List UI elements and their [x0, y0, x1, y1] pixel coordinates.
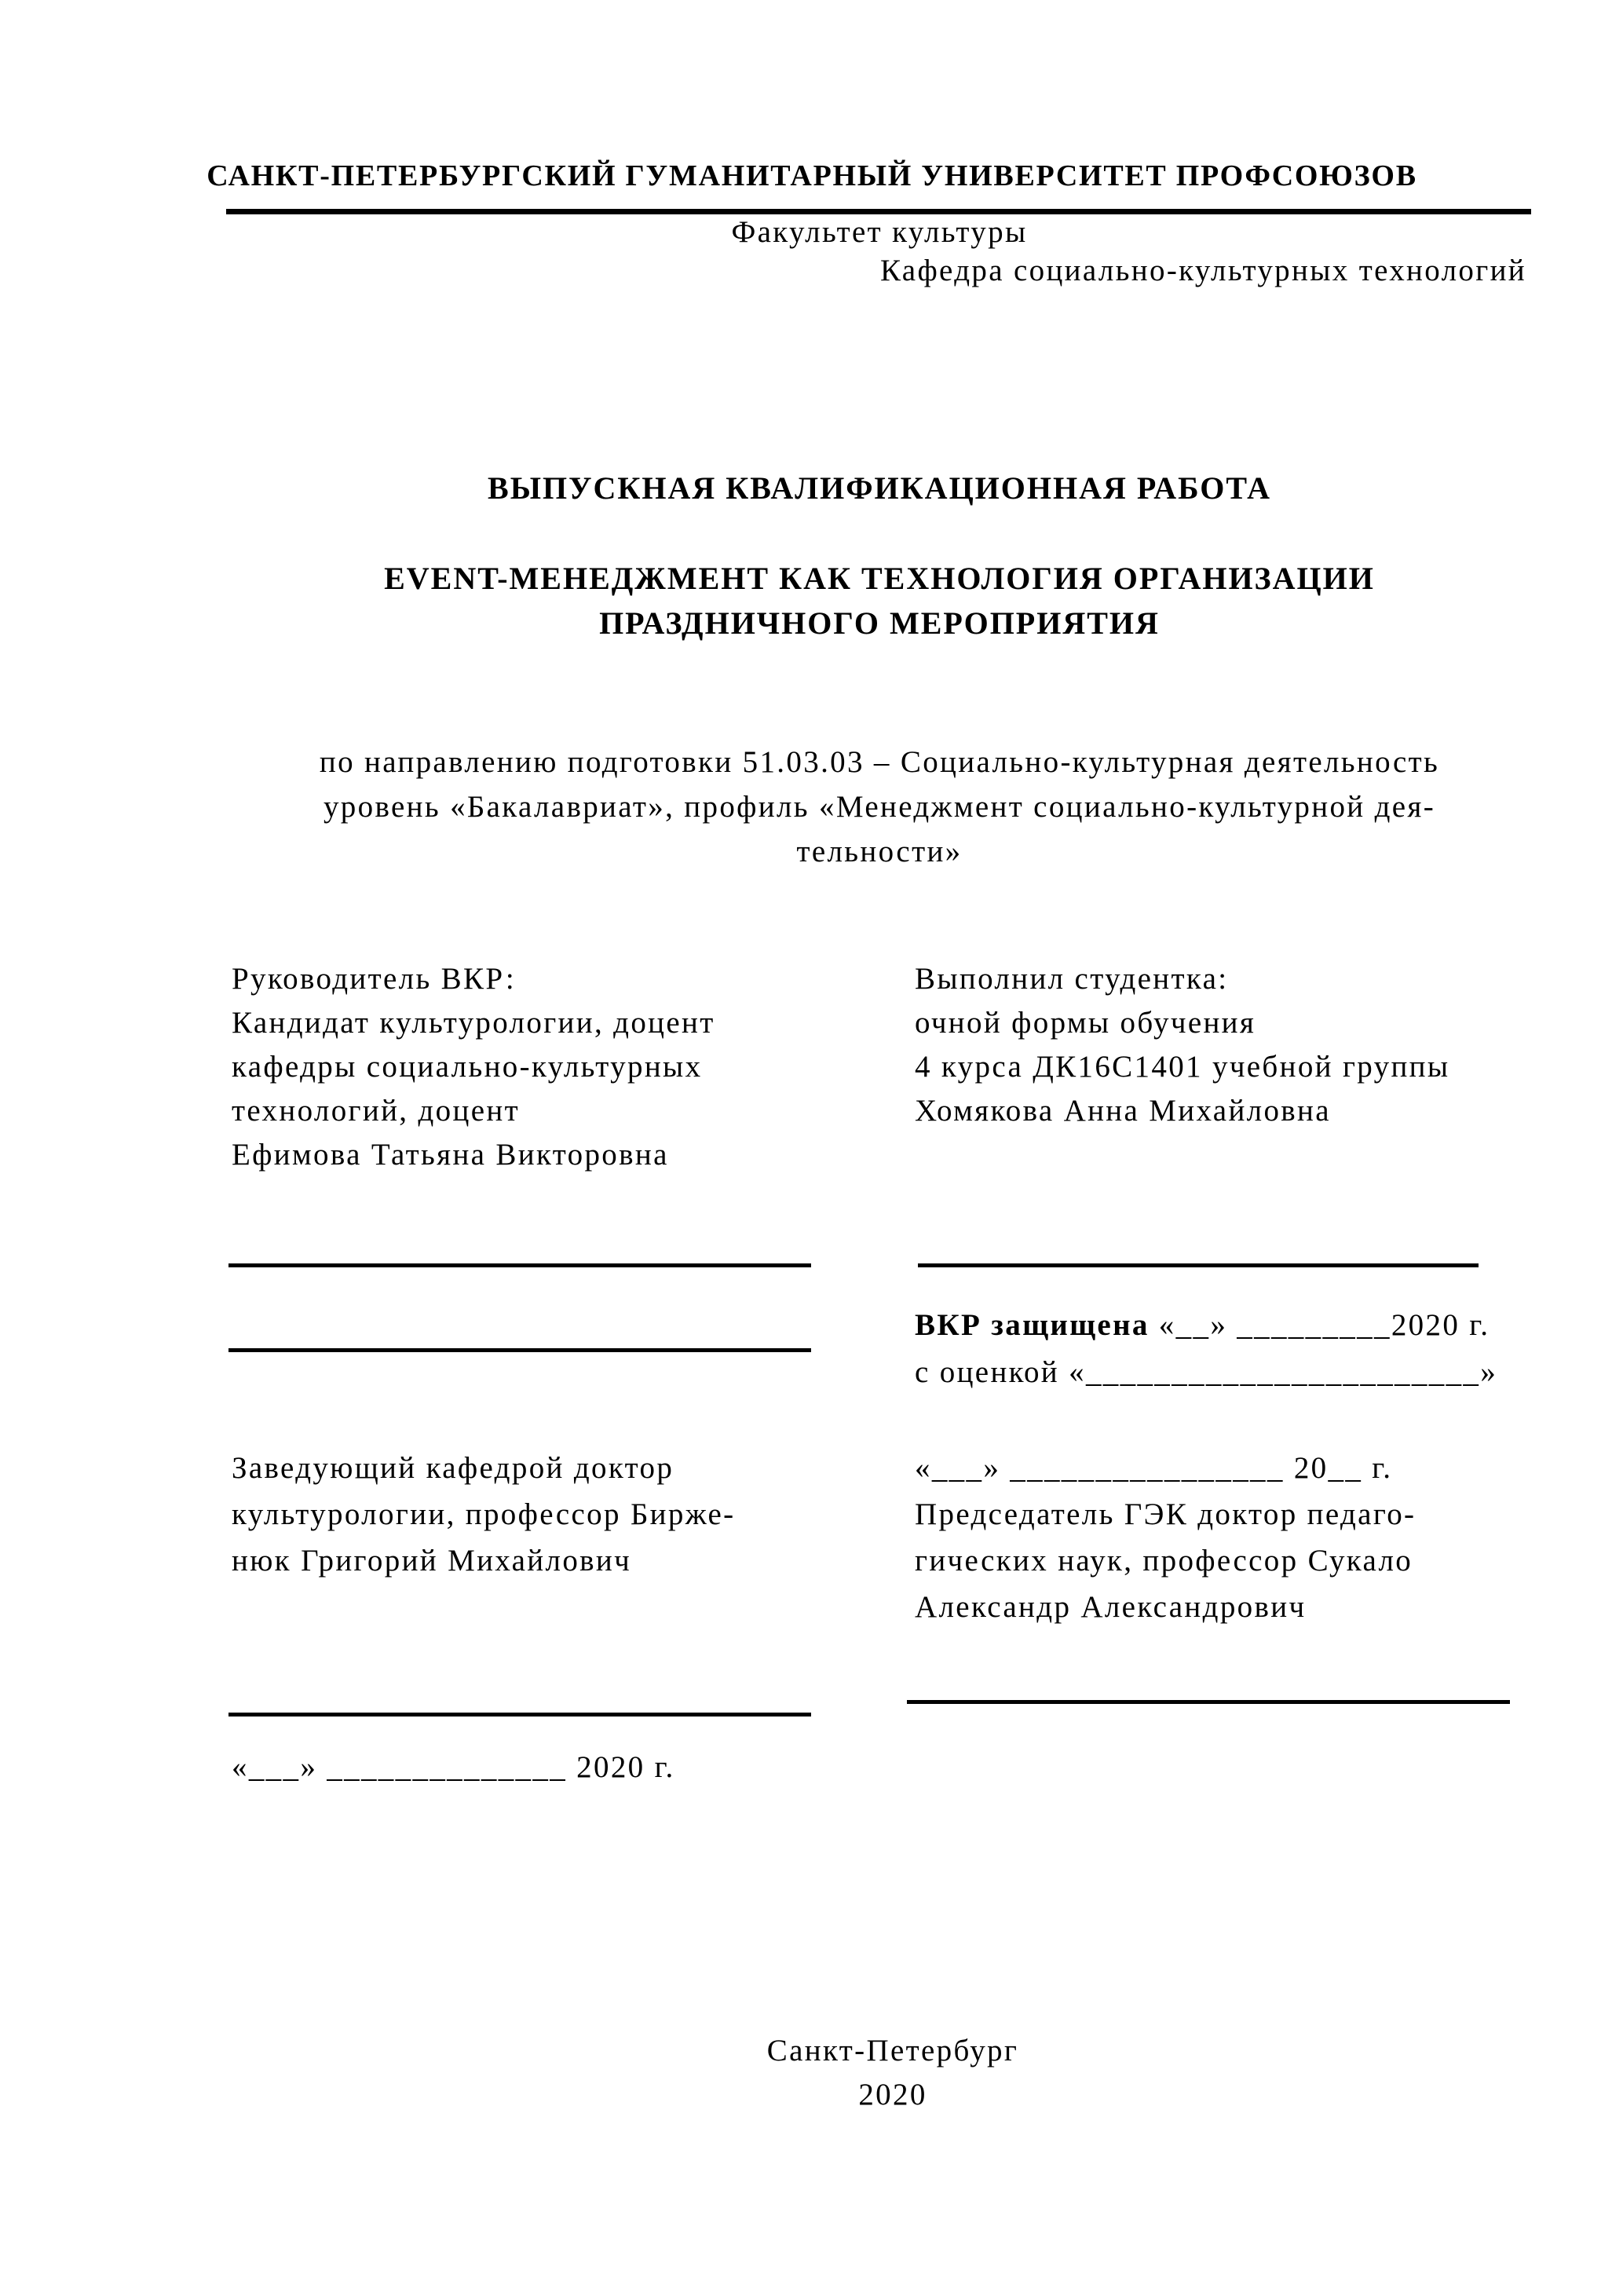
- footer-year: 2020: [858, 2078, 927, 2111]
- university-name: САНКТ-ПЕТЕРБУРГСКИЙ ГУМАНИТАРНЫЙ УНИВЕРСИТЕТ ПРОФСОЮЗОВ: [207, 159, 1417, 192]
- defense-date-blanks: «__» _________2020 г.: [1149, 1308, 1490, 1342]
- department-head-signature-line: [228, 1713, 811, 1717]
- program-block: [228, 740, 1531, 874]
- supervisor-line: Ефимова Татьяна Викторовна: [232, 1138, 669, 1172]
- department-head-line: нюк Григорий Михайлович: [232, 1544, 632, 1578]
- department-line: Кафедра социально-культурных технологий: [879, 254, 1526, 287]
- gek-chair-line: Председатель ГЭК доктор педаго-: [915, 1497, 1416, 1531]
- gek-chair-block: [915, 1445, 1574, 1630]
- gek-chair-line: Александр Александрович: [915, 1590, 1307, 1624]
- supervisor-line: технологий, доцент: [232, 1094, 520, 1128]
- defense-label: ВКР защищена: [915, 1308, 1150, 1342]
- thesis-title: [228, 556, 1531, 645]
- department-head-block: [232, 1445, 891, 1584]
- supervisor-line: кафедры социально-культурных: [232, 1050, 703, 1084]
- supervisor-signature-line-2: [228, 1348, 811, 1352]
- defense-block: [915, 1302, 1566, 1396]
- supervisor-signature-line: [228, 1263, 811, 1267]
- gek-signature-line: [907, 1700, 1510, 1704]
- student-line: Хомякова Анна Михайловна: [915, 1094, 1331, 1128]
- thesis-title-line2: ПРАЗДНИЧНОГО МЕРОПРИЯТИЯ: [599, 605, 1160, 641]
- student-block: [915, 957, 1566, 1133]
- program-line-2: уровень «Бакалавриат», профиль «Менеджмент социально-культурной дея-: [323, 790, 1436, 824]
- supervisor-block: [232, 957, 875, 1177]
- department-head-line: Заведующий кафедрой доктор: [232, 1451, 674, 1485]
- footer-block: [241, 2029, 1544, 2117]
- faculty-line: Факультет культуры: [731, 215, 1028, 249]
- defense-date-line: [915, 1302, 1566, 1349]
- department-head-line: культурологии, профессор Бирже-: [232, 1497, 736, 1531]
- gek-chair-line: гических наук, профессор Сукало: [915, 1544, 1413, 1578]
- supervisor-line: Кандидат культурологии, доцент: [232, 1006, 715, 1040]
- thesis-title-line1: EVENT-МЕНЕДЖМЕНТ КАК ТЕХНОЛОГИЯ ОРГАНИЗАЦИИ: [384, 561, 1375, 596]
- program-line-3: тельности»: [796, 835, 963, 868]
- student-line: очной формы обучения: [915, 1006, 1256, 1040]
- head-signature-date: «___» ______________ 2020 г.: [232, 1750, 675, 1784]
- student-line: 4 курса ДК16С1401 учебной группы: [915, 1050, 1450, 1084]
- footer-city: Санкт-Петербург: [766, 2034, 1019, 2067]
- program-line-1: по направлению подготовки 51.03.03 – Социально-культурная деятельность: [319, 745, 1440, 779]
- work-type-title: ВЫПУСКНАЯ КВАЛИФИКАЦИОННАЯ РАБОТА: [488, 470, 1271, 506]
- header-rule: [226, 209, 1531, 214]
- supervisor-line: Руководитель ВКР:: [232, 962, 517, 996]
- student-line: Выполнил студентка:: [915, 962, 1229, 996]
- gek-date-line: «___» ________________ 20__ г.: [915, 1451, 1393, 1485]
- defense-grade-line: с оценкой «_______________________»: [915, 1355, 1498, 1389]
- student-signature-line: [918, 1263, 1479, 1267]
